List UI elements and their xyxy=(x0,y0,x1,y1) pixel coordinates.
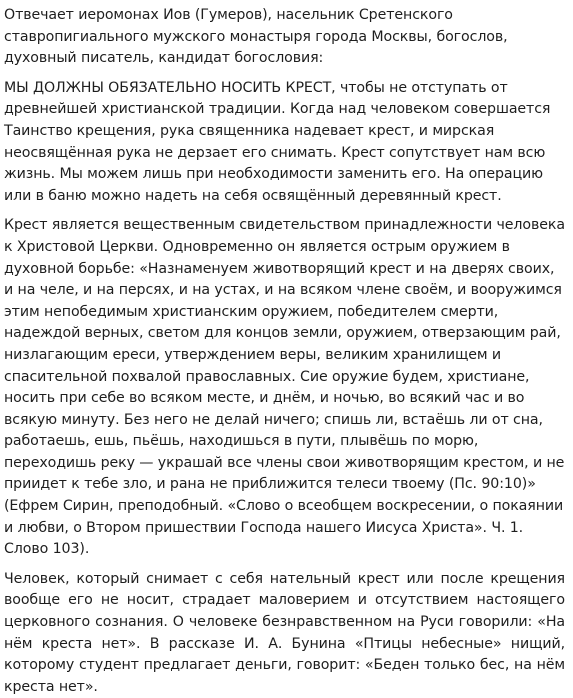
intro-paragraph: Отвечает иеромонах Иов (Гумеров), насельник Сретенского ставропигиального мужского монастыря города Москвы, богослов, духовный писатель, кандидат богословия: xyxy=(4,7,508,67)
cross-weapon-paragraph: Крест является вещественным свидетельством принадлежности человека к Христовой Церкви. Одновременно он является острым оружием в духовной борьбе: «Назнаменуем животворящий крест и на дверях своих, и на челе, и на персях, и на устах, и на всяком члене своём, и вооружимся этим непобедимым христианским оружием, победителем смерти, надеждой верных, светом для концов земли, оружием, отверзающим рай, низлагающим ереси, утверждением веры, великим хранилищем и спасительной похвалой православных. Сие оружие будем, христиане, носить при себе во всяком месте, и днём, и ночью, во всякий час и во всякую минуту. Без него не делай ничего; спишь ли, встаёшь ли от сна, работаешь, ешь, пьёшь, находишься в пути, плывёшь по морю, переходишь реку — украшай все члены свои животворящим крестом, и не приидет к тебе зло, и рана не приближится телеси твоему (Пс. 90:10)» (Ефрем Сирин, преподобный. «Слово о всеобщем воскресении, о покаянии и любви, о Втором пришествии Господа нашего Иисуса Христа». Ч. 1. Слово 103). xyxy=(4,217,565,558)
no-cross-paragraph: Человек, который снимает с себя нательный крест или после крещения вообще его не носит, страдает маловерием и отсутствием настоящего церковного сознания. О человеке безнравственном на Руси говорили: «На нём креста нет». В рассказе И. А. Бунина «Птицы небесные» нищий, которому студент предлагает деньги, говорит: «Беден только бес, на нём креста нет». xyxy=(4,570,565,695)
cross-obligation-paragraph: МЫ ДОЛЖНЫ ОБЯЗАТЕЛЬНО НОСИТЬ КРЕСТ, чтобы не отступать от древнейшей христианской традиции. Когда над человеком совершается Таинство крещения, рука священника надевает крест, и мирская неосвящённая рука не дерзает его снимать. Крест сопутствует нам всю жизнь. Мы можем лишь при необходимости заменить его. На операцию или в баню можно надеть на себя освящённый деревянный крест. xyxy=(4,79,551,204)
